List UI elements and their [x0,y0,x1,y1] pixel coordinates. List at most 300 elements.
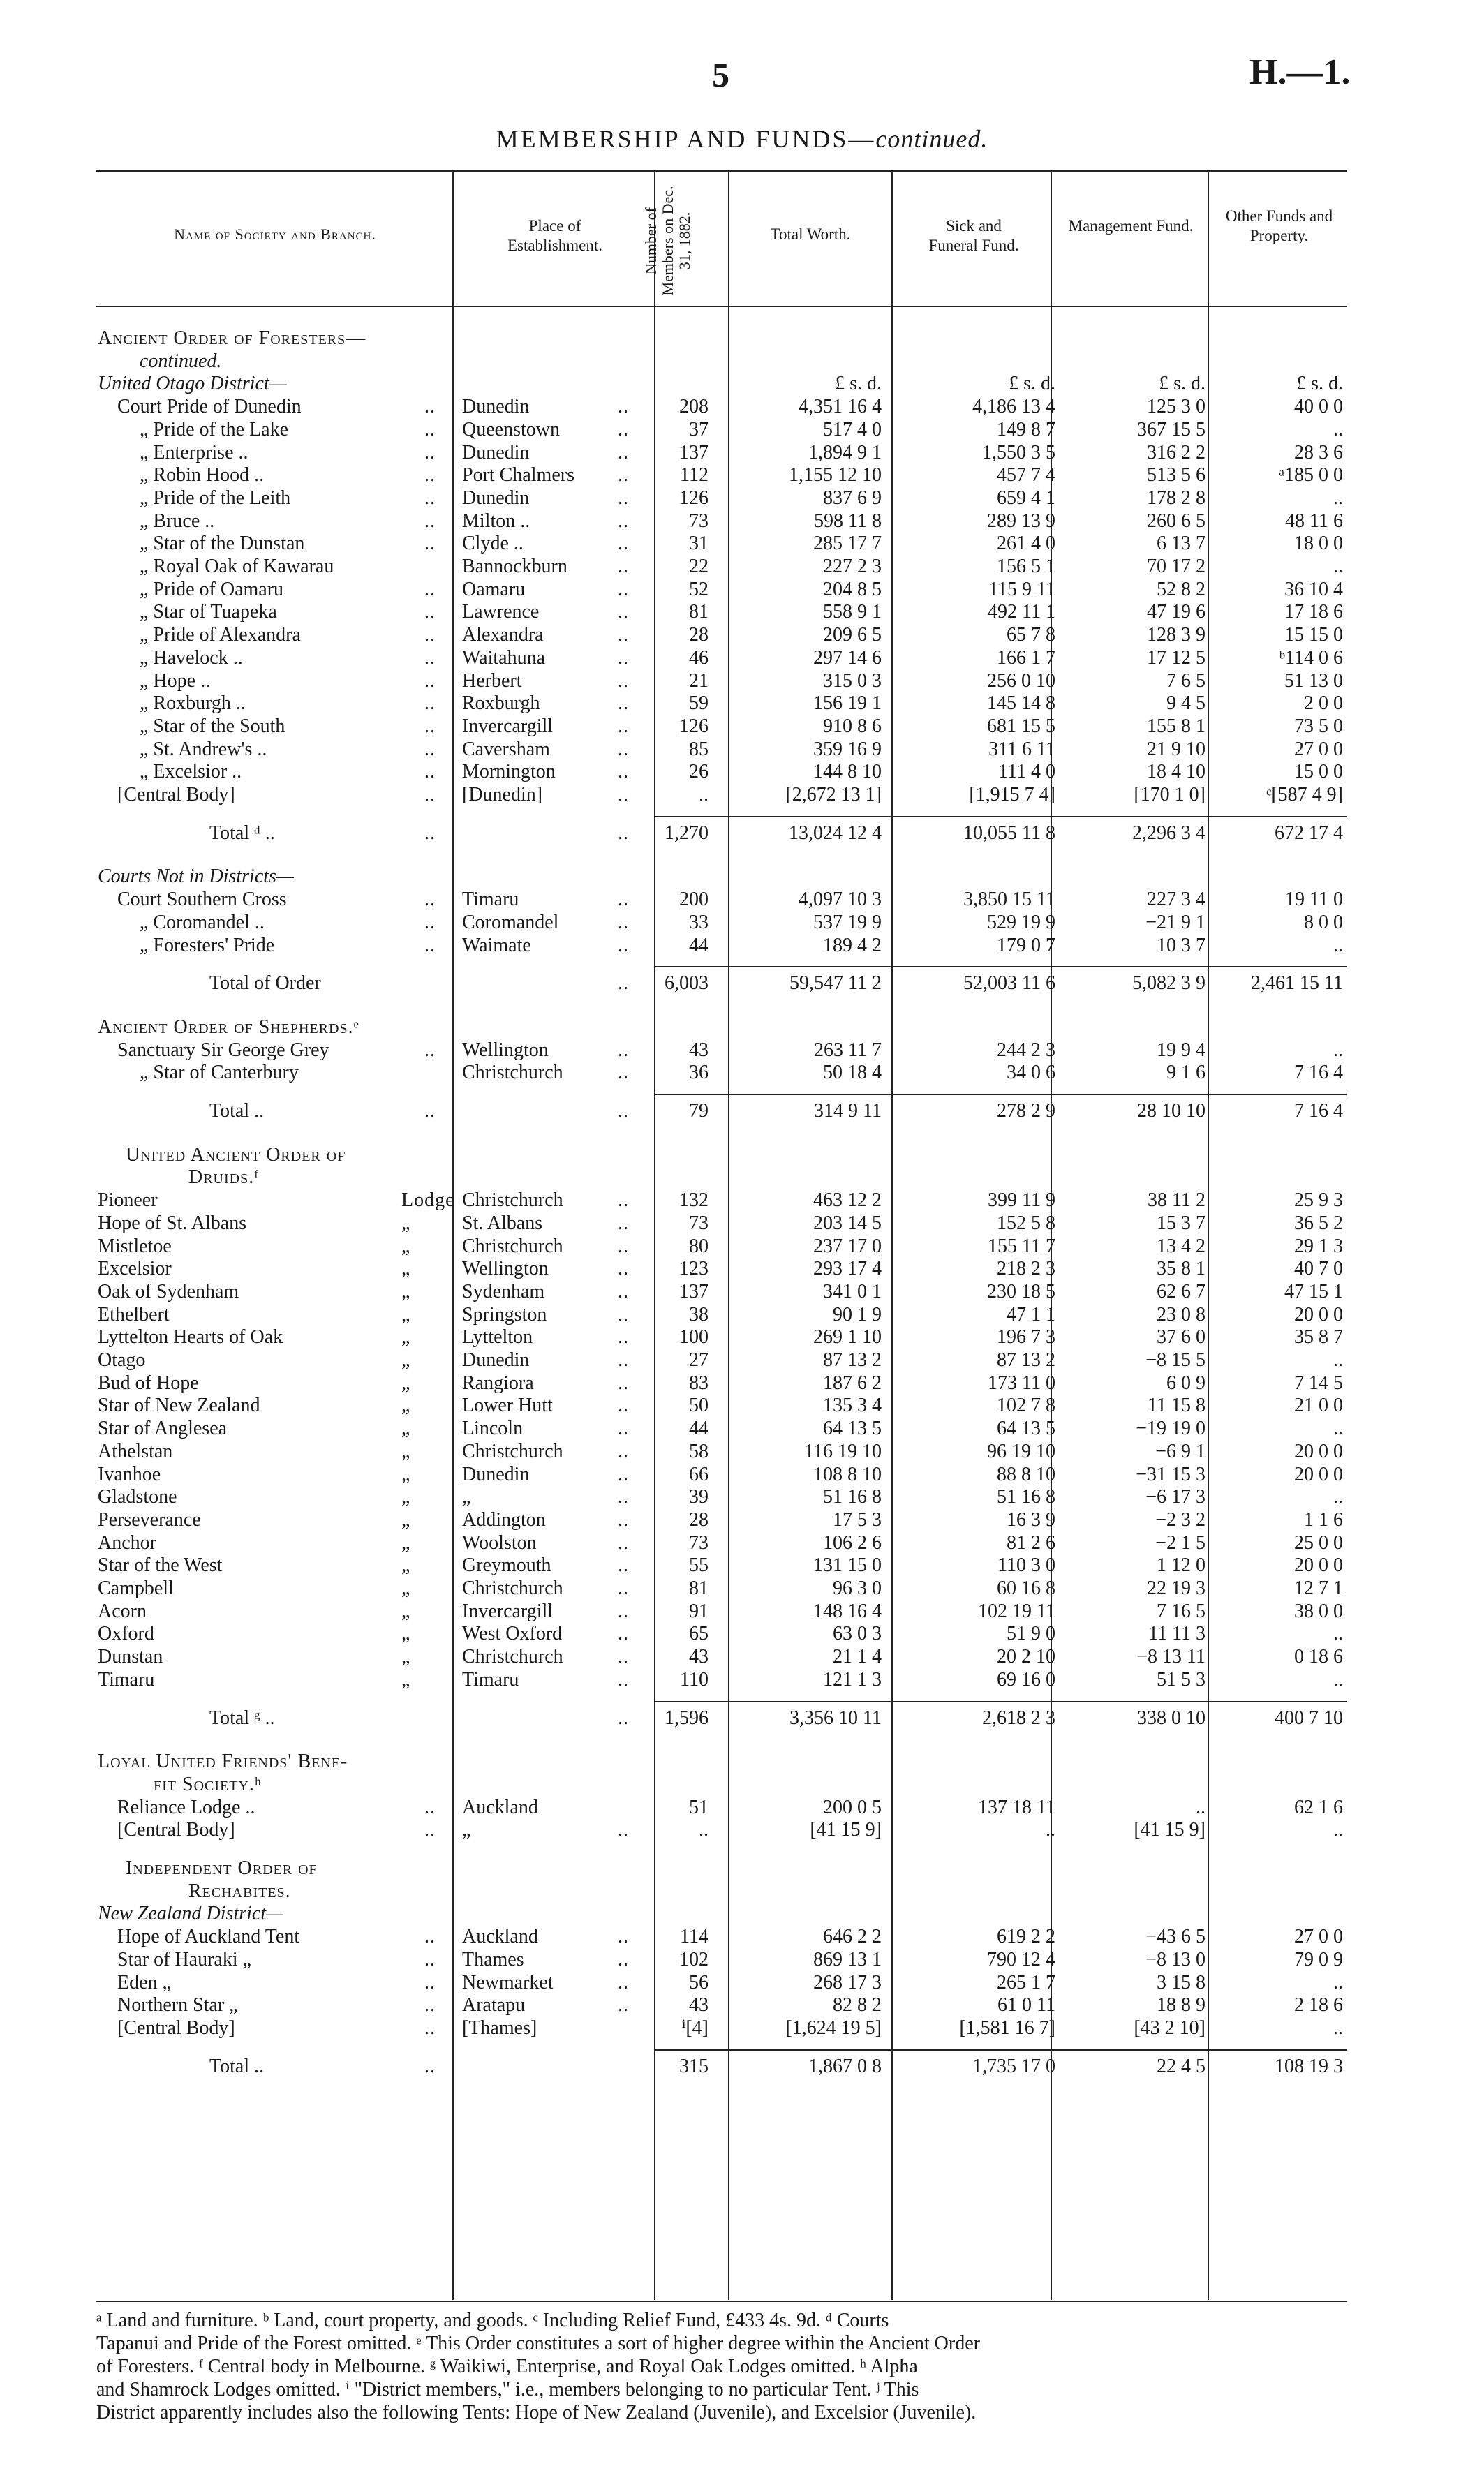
branch-name: Lyttelton Hearts of Oak [98,1326,283,1349]
management-fund: 2,296 3 4 [1132,822,1205,844]
leader-dots: .. [618,646,629,669]
table-row [0,555,1484,579]
sick-funeral-fund: [1,915 7 4] [969,784,1055,805]
table-row [0,1668,1484,1692]
branch-name: [Central Body] [117,2017,235,2039]
sick-funeral-fund: 16 3 9 [1007,1508,1055,1531]
place-of-establishment: Waimate [462,934,531,956]
table-row [0,1016,1484,1039]
leader-dots: .. [618,1349,629,1371]
total-worth: 646 2 2 [823,1926,882,1948]
table-row [0,1440,1484,1464]
place-of-establishment: St. Albans [462,1212,543,1234]
table-row [0,888,1484,912]
sick-funeral-fund: 218 2 3 [997,1258,1055,1280]
total-worth: 314 9 11 [814,1100,882,1122]
members-count: 132 [679,1189,708,1212]
members-count: 28 [689,1508,708,1531]
total-row [0,972,1484,995]
table-row [0,600,1484,624]
branch-name: Eden „ [117,1971,171,1993]
leader-dots: .. [618,1554,629,1577]
leader-dots: .. [424,1971,436,1993]
total-rule [655,1094,1347,1095]
branch-name: Ethelbert [98,1303,170,1325]
other-funds: 2 18 6 [1294,1994,1343,2017]
sick-funeral-fund: [1,581 16 7] [959,2017,1055,2039]
place-of-establishment: Milton .. [462,510,530,532]
other-funds: 25 0 0 [1294,1531,1343,1554]
place-of-establishment: Christchurch [462,1577,563,1599]
other-funds: 7 16 4 [1294,1100,1343,1122]
branch-name: Ancient Order of Foresters— [98,327,366,349]
leader-dots: .. [618,934,629,956]
sick-funeral-fund: 659 4 1 [997,487,1055,509]
management-fund: 260 6 5 [1147,510,1205,532]
place-of-establishment: Newmarket [462,1971,554,1993]
other-funds: 19 11 0 [1285,889,1343,911]
leader-dots: .. [618,1395,629,1417]
branch-name: Otago [98,1349,146,1371]
total-worth: 263 11 7 [814,1039,882,1061]
leader-dots: .. [618,1971,629,1993]
leader-dots: .. [424,646,436,669]
branch-name: „ Pride of the Lake [140,418,289,440]
total-rule [655,966,1347,967]
place-of-establishment: West Oxford [462,1623,563,1645]
leader-dots: .. [618,1235,629,1257]
total-worth: 13,024 12 4 [789,822,882,844]
total-worth: 869 13 1 [813,1948,882,1970]
other-funds: 2,461 15 11 [1251,972,1343,995]
table-row [0,463,1484,487]
members-count: 66 [689,1463,708,1485]
branch-name: Mistletoe [98,1235,172,1257]
place-of-establishment: Herbert [462,669,522,692]
total-worth: 598 11 8 [814,510,882,532]
other-funds: ᵇ114 0 6 [1279,646,1343,669]
other-funds: 79 0 9 [1294,1948,1343,1970]
lodge-marker: „ [401,1280,411,1302]
total-worth: 558 9 1 [823,601,882,623]
management-fund: 22 19 3 [1147,1577,1205,1599]
branch-name: Total of Order [209,972,321,995]
total-worth: 269 1 10 [813,1326,882,1349]
branch-name: „ Pride of the Leith [140,487,291,509]
other-funds: 48 11 6 [1285,510,1343,532]
total-worth: 203 14 5 [813,1212,882,1234]
other-funds: ᵃ185 0 0 [1279,464,1343,487]
management-fund: 178 2 8 [1147,487,1205,509]
table-row [0,1577,1484,1601]
leader-dots: .. [618,1326,629,1349]
leader-dots: .. [618,396,629,418]
table-row [0,1372,1484,1395]
other-funds: 18 0 0 [1294,533,1343,555]
leader-dots: .. [618,1258,629,1280]
management-fund: 7 6 5 [1166,669,1205,692]
total-worth: 204 8 5 [823,578,882,600]
management-fund: [170 1 0] [1134,784,1205,805]
place-of-establishment: Aratapu [462,1994,526,2017]
table-row [0,441,1484,465]
management-fund: 52 8 2 [1157,578,1205,600]
table-row [0,646,1484,670]
members-count: 81 [689,1577,708,1599]
members-count: 6,003 [665,972,708,995]
branch-name: Acorn [98,1600,147,1622]
other-funds: 21 0 0 [1294,1395,1343,1417]
leader-dots: .. [618,784,629,805]
total-worth: 268 17 3 [813,1971,882,1993]
sick-funeral-fund: 115 9 11 [988,578,1055,600]
table-row [0,1948,1484,1972]
other-funds: 20 0 0 [1294,1554,1343,1577]
leader-dots: .. [618,1508,629,1531]
total-worth: 187 6 2 [823,1372,882,1394]
branch-name: Star of Hauraki „ [117,1948,252,1970]
place-of-establishment: Dunedin [462,1463,530,1485]
table-row [0,1417,1484,1441]
members-count: 208 [679,396,708,418]
other-funds: 12 7 1 [1294,1577,1343,1599]
leader-dots: .. [618,510,629,532]
members-count: 36 [689,1062,708,1084]
members-count: 73 [689,1212,708,1234]
total-worth: 1,155 12 10 [789,464,882,487]
branch-name: Total .. [209,1100,265,1122]
leader-dots: .. [618,1600,629,1622]
leader-dots: .. [424,487,436,509]
branch-name: Rechabites. [188,1880,291,1902]
members-count: 38 [689,1303,708,1325]
table-row [0,1212,1484,1235]
management-fund: −8 13 0 [1145,1948,1205,1970]
branch-name: „ Royal Oak of Kawarau [140,556,334,577]
sick-funeral-fund: 47 1 1 [1007,1303,1055,1325]
management-fund: 11 15 8 [1148,1395,1205,1417]
header-bottom-rule [96,306,1347,307]
members-count: 46 [689,646,708,669]
leader-dots: .. [424,2017,436,2039]
other-funds: 40 7 0 [1294,1258,1343,1280]
sick-funeral-fund: 265 1 7 [997,1971,1055,1993]
lodge-marker: „ [401,1440,411,1462]
table-row [0,372,1484,396]
page-number: 5 [712,55,729,94]
other-funds: 108 19 3 [1275,2055,1343,2077]
branch-name: Perseverance [98,1508,201,1531]
other-funds: 17 18 6 [1284,601,1343,623]
total-worth: 315 0 3 [823,669,882,692]
table-row [0,911,1484,935]
place-of-establishment: Springston [462,1303,547,1325]
members-count: ⁱ[4] [681,2017,708,2039]
leader-dots: .. [618,1189,629,1212]
other-funds: 15 15 0 [1284,624,1343,646]
leader-dots: .. [618,533,629,555]
table-row [0,418,1484,442]
other-funds: 7 16 4 [1294,1062,1343,1084]
sick-funeral-fund: 96 19 10 [987,1440,1055,1462]
sick-funeral-fund: 529 19 9 [987,911,1055,933]
management-fund: −8 13 11 [1136,1646,1205,1668]
table-row [0,2017,1484,2040]
header-place: Place of Establishment. [507,217,603,254]
leader-dots: .. [424,1994,436,2017]
header-name: Name of Society and Branch. [174,225,376,243]
management-fund: 23 0 8 [1157,1303,1205,1325]
branch-name: „ Bruce .. [140,510,215,532]
other-funds: .. [1333,934,1343,956]
total-worth: 144 8 10 [813,761,882,783]
members-count: 110 [680,1668,708,1691]
total-worth: 51 16 8 [823,1486,882,1508]
members-count: 37 [689,418,708,440]
footnote-line: of Foresters. ᶠ Central body in Melbourne. ᵍ Waikiwi, Enterprise, and Royal Oak Lodges omitted. ʰ Alpha [96,2356,918,2377]
lodge-marker: „ [401,1623,411,1645]
table-row [0,1600,1484,1624]
total-worth: 21 1 4 [833,1646,882,1668]
sick-funeral-fund: 87 13 2 [997,1349,1055,1371]
other-funds: .. [1333,2017,1343,2039]
place-of-establishment: Lawrence [462,601,540,623]
total-worth: 537 19 9 [813,911,882,933]
table-row [0,1750,1484,1774]
members-count: 44 [689,1418,708,1440]
place-of-establishment: Alexandra [462,624,544,646]
management-fund: .. [1196,1796,1205,1818]
total-rule [655,2049,1347,2051]
leader-dots: .. [618,464,629,487]
table-bottom-rule [96,2301,1347,2302]
members-count: 56 [689,1971,708,1993]
total-worth: 189 4 2 [823,934,882,956]
total-worth: 237 17 0 [813,1235,882,1257]
branch-name: Oak of Sydenham [98,1280,239,1302]
table-row [0,350,1484,373]
table-row [0,1773,1484,1797]
management-fund: 38 11 2 [1148,1189,1205,1212]
branch-name: New Zealand District— [98,1903,284,1925]
table-top-rule [96,170,1347,172]
total-worth: 50 18 4 [823,1062,882,1084]
members-count: 137 [679,1280,708,1302]
leader-dots: .. [618,1646,629,1668]
leader-dots: .. [618,1418,629,1440]
branch-name: „ Star of the South [140,715,285,737]
other-funds: .. [1333,1623,1343,1645]
management-fund: −6 17 3 [1145,1486,1205,1508]
table-row [0,1857,1484,1880]
leader-dots: .. [424,1819,436,1841]
place-of-establishment: „ [462,1819,471,1841]
leader-dots: .. [618,1623,629,1645]
branch-name: Campbell [98,1577,174,1599]
branch-name: Pioneer [98,1189,158,1212]
total-worth: 1,867 0 8 [808,2055,882,2077]
branch-name: „ Pride of Oamaru [140,578,284,600]
table-row [0,760,1484,784]
total-worth: 82 8 2 [833,1994,882,2017]
management-fund: 18 8 9 [1157,1994,1205,2017]
leader-dots: .. [618,1577,629,1599]
branch-name: Total ᵈ .. [209,822,275,844]
place-of-establishment: Clyde .. [462,533,524,555]
table-row [0,1645,1484,1669]
sick-funeral-fund: 155 11 7 [988,1235,1055,1257]
management-fund: −2 3 2 [1155,1508,1205,1531]
sick-funeral-fund: 166 1 7 [997,646,1055,669]
branch-name: Gladstone [98,1486,177,1508]
total-worth: 209 6 5 [823,624,882,646]
leader-dots: .. [424,934,436,956]
title-continued: continued. [875,125,988,153]
management-fund: 18 4 10 [1147,761,1205,783]
leader-dots: .. [424,624,436,646]
branch-name: „ Havelock .. [140,646,243,669]
table-row [0,1303,1484,1327]
leader-dots: .. [618,1463,629,1485]
total-worth: [1,624 19 5] [785,2017,882,2039]
place-of-establishment: Dunedin [462,1349,530,1371]
members-count: 28 [689,624,708,646]
place-of-establishment: Dunedin [462,441,530,463]
leader-dots: .. [424,396,436,418]
leader-dots: .. [618,1039,629,1061]
table-row [0,1039,1484,1062]
table-row [0,1554,1484,1577]
lodge-marker: „ [401,1418,411,1440]
branch-name: Court Pride of Dunedin [117,396,302,418]
table-row [0,1993,1484,2017]
other-funds: .. [1333,1971,1343,1993]
place-of-establishment: Greymouth [462,1554,551,1577]
header-sick-funeral: Sick and Funeral Fund. [928,217,1019,254]
sick-funeral-fund: 261 4 0 [997,533,1055,555]
members-count: 80 [689,1235,708,1257]
leader-dots: .. [618,1212,629,1234]
total-worth: 4,097 10 3 [799,889,882,911]
place-of-establishment: Wellington [462,1258,549,1280]
members-count: 79 [689,1100,708,1122]
other-funds: 38 0 0 [1294,1600,1343,1622]
total-worth: 1,894 9 1 [808,441,882,463]
sick-funeral-fund: 278 2 9 [997,1100,1055,1122]
lodge-marker: „ [401,1303,411,1325]
branch-name: [Central Body] [117,784,235,805]
other-funds: 15 0 0 [1294,761,1343,783]
other-funds: 2 0 0 [1304,692,1343,715]
management-fund: 125 3 0 [1147,396,1205,418]
sick-funeral-fund: £ s. d. [1009,373,1055,395]
members-count: 43 [689,1646,708,1668]
total-worth: 463 12 2 [813,1189,882,1212]
total-worth: [41 15 9] [810,1819,882,1841]
lodge-marker: „ [401,1508,411,1531]
table-row [0,327,1484,350]
management-fund: −31 15 3 [1136,1463,1205,1485]
members-count: 43 [689,1994,708,2017]
management-fund: 10 3 7 [1157,934,1205,956]
members-count: 33 [689,911,708,933]
leader-dots: .. [618,822,629,844]
other-funds: 25 9 3 [1294,1189,1343,1212]
management-fund: 367 15 5 [1137,418,1205,440]
table-row [0,532,1484,556]
leader-dots: .. [618,1531,629,1554]
place-of-establishment: Bannockburn [462,556,567,577]
total-worth: 156 19 1 [813,692,882,715]
leader-dots: .. [424,533,436,555]
other-funds: 62 1 6 [1294,1796,1343,1818]
sick-funeral-fund: 149 8 7 [997,418,1055,440]
management-fund: 15 3 7 [1157,1212,1205,1234]
other-funds: 27 0 0 [1294,738,1343,760]
members-count: 85 [689,738,708,760]
leader-dots: .. [618,487,629,509]
lodge-marker: „ [401,1212,411,1234]
total-worth: 135 3 4 [823,1395,882,1417]
branch-name: Hope of Auckland Tent [117,1926,300,1948]
lodge-marker: „ [401,1577,411,1599]
table-row [0,1508,1484,1532]
lodge-marker: „ [401,1463,411,1485]
total-worth: 359 16 9 [813,738,882,760]
total-worth: 121 1 3 [823,1668,882,1691]
management-fund: 316 2 2 [1147,441,1205,463]
members-count: 50 [689,1395,708,1417]
sick-funeral-fund: 399 11 9 [988,1189,1055,1212]
footnote-line: and Shamrock Lodges omitted. ⁱ "District members," i.e., members belonging to no particular Tent. ʲ This [96,2379,919,2400]
branch-name: Northern Star „ [117,1994,238,2017]
other-funds: £ s. d. [1296,373,1343,395]
table-row [0,1349,1484,1372]
sick-funeral-fund: 69 16 0 [997,1668,1055,1691]
branch-name: „ Star of Canterbury [140,1062,299,1084]
leader-dots: .. [424,1100,436,1122]
table-row [0,1622,1484,1646]
management-fund: 17 12 5 [1147,646,1205,669]
other-funds: 27 0 0 [1294,1926,1343,1948]
leader-dots: .. [618,1668,629,1691]
branch-name: Court Southern Cross [117,889,287,911]
table-row [0,1971,1484,1995]
management-fund: 6 0 9 [1166,1372,1205,1394]
sick-funeral-fund: 1,735 17 0 [972,2055,1055,2077]
members-count: 65 [689,1623,708,1645]
management-fund: 9 4 5 [1166,692,1205,715]
members-count: 21 [689,669,708,692]
members-count: 137 [679,441,708,463]
sick-funeral-fund: 244 2 3 [997,1039,1055,1061]
lodge-marker: Lodge [401,1189,455,1212]
place-of-establishment: Auckland [462,1796,538,1818]
place-of-establishment: Mornington [462,761,556,783]
table-row [0,1235,1484,1258]
management-fund: 1 12 0 [1157,1554,1205,1577]
other-funds: 400 7 10 [1275,1707,1343,1729]
members-count: 114 [680,1926,708,1948]
leader-dots: .. [618,715,629,737]
total-worth: 116 19 10 [804,1440,882,1462]
other-funds: 40 0 0 [1294,396,1343,418]
leader-dots: .. [618,1926,629,1948]
total-worth: £ s. d. [835,373,882,395]
other-funds: 20 0 0 [1294,1440,1343,1462]
branch-name: „ Robin Hood .. [140,464,265,487]
members-count: 100 [679,1326,708,1349]
